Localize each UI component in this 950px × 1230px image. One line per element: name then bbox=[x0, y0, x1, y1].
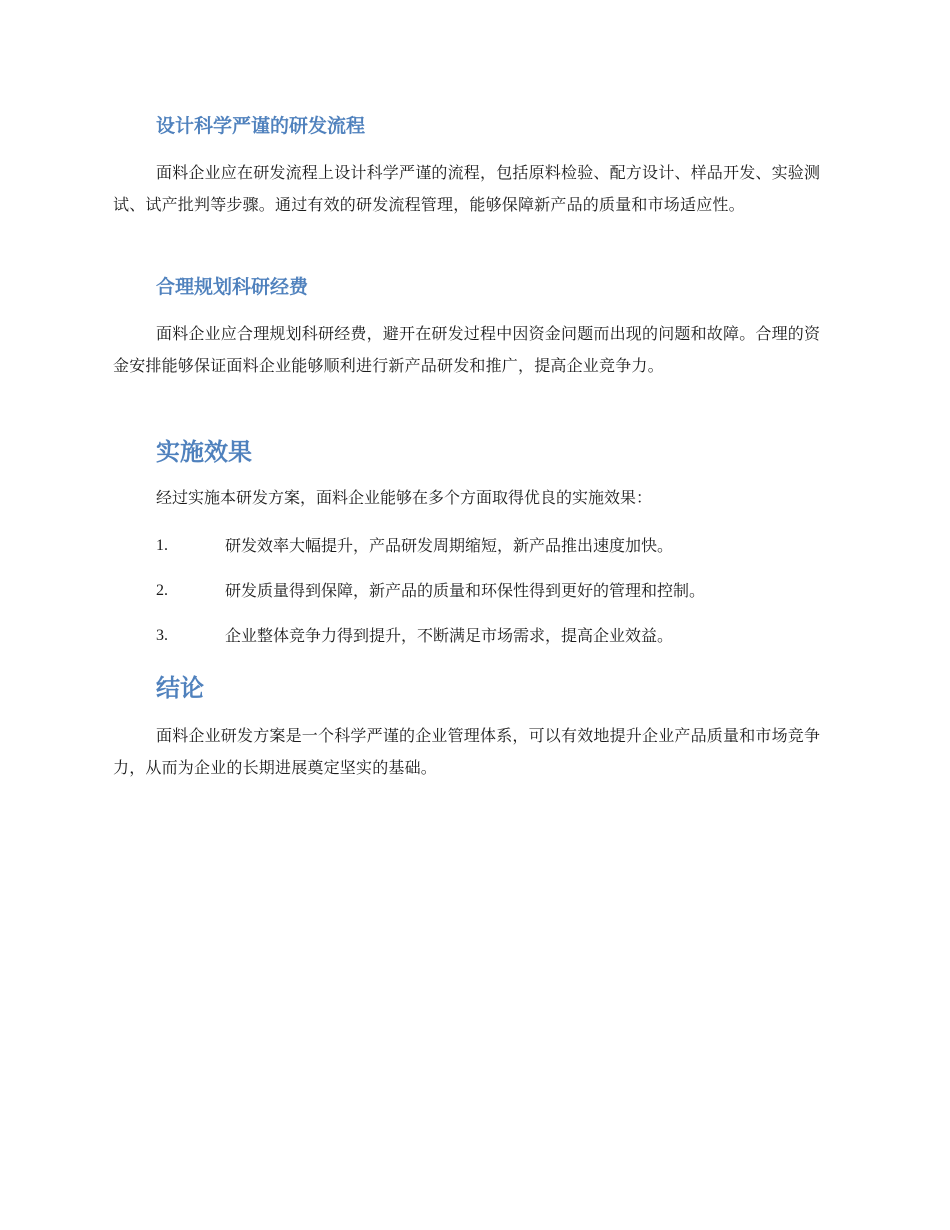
list-item bbox=[156, 620, 856, 652]
section-paragraph-rd-process: 面料企业应在研发流程上设计科学严谨的流程，包括原料检验、配方设计、样品开发、实验测试、试产批判等步骤。通过有效的研发流程管理，能够保障新产品的质量和市场适应性。 bbox=[113, 163, 821, 214]
list-item-number: 2. bbox=[156, 582, 168, 599]
list-item-text: 企业整体竞争力得到提升，不断满足市场需求，提高企业效益。 bbox=[225, 626, 674, 645]
list-item bbox=[156, 530, 856, 562]
conclusion-paragraph: 面料企业研发方案是一个科学严谨的企业管理体系，可以有效地提升企业产品质量和市场竞争力，从而为企业的长期进展奠定坚实的基础。 bbox=[113, 726, 821, 777]
section-heading-rd-process: 设计科学严谨的研发流程 bbox=[156, 115, 366, 137]
conclusion-heading: 结论 bbox=[156, 674, 204, 702]
results-heading: 实施效果 bbox=[156, 438, 252, 466]
list-item-text: 研发效率大幅提升，产品研发周期缩短，新产品推出速度加快。 bbox=[225, 536, 674, 555]
results-intro: 经过实施本研发方案，面料企业能够在多个方面取得优良的实施效果： bbox=[156, 488, 653, 507]
section-heading-research-funding: 合理规划科研经费 bbox=[156, 276, 309, 298]
list-item-number: 3. bbox=[156, 627, 168, 644]
list-item-number: 1. bbox=[156, 537, 168, 554]
section-paragraph-research-funding: 面料企业应合理规划科研经费，避开在研发过程中因资金问题而出现的问题和故障。合理的资金安排能够保证面料企业能够顺利进行新产品研发和推广，提高企业竞争力。 bbox=[113, 324, 821, 375]
list-item-text: 研发质量得到保障，新产品的质量和环保性得到更好的管理和控制。 bbox=[225, 581, 706, 600]
list-item bbox=[156, 575, 856, 607]
